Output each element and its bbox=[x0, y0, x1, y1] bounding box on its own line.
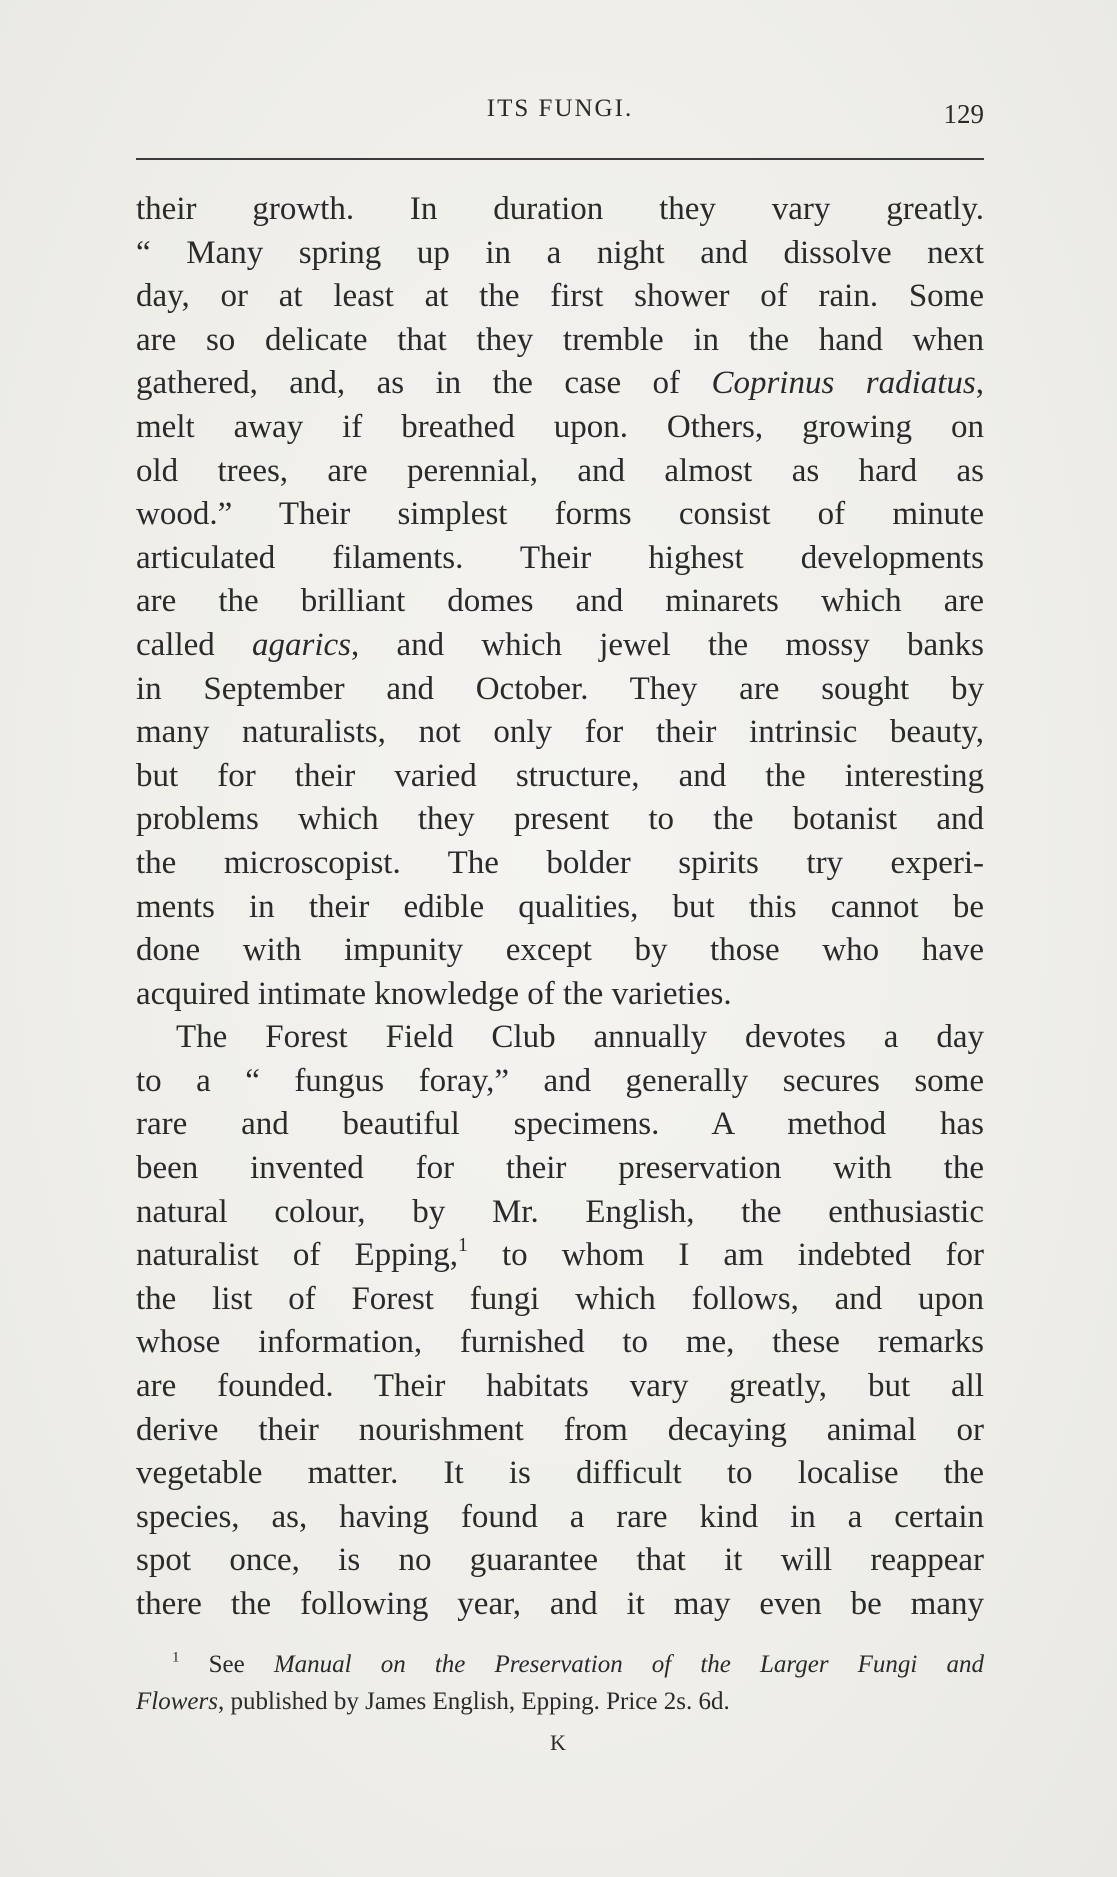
text-line: been invented for their preservation with the bbox=[136, 1150, 984, 1187]
text-line: done with impunity except by those who have bbox=[136, 932, 984, 969]
text-line: in September and October. They are sought by bbox=[136, 670, 984, 707]
text-line: naturalist of Epping,$^1$ to whom I am indebted for bbox=[136, 1234, 984, 1274]
text-line: rare and beautiful specimens. A method has bbox=[136, 1106, 984, 1143]
footnote bbox=[136, 1646, 984, 1720]
species-name: Coprinus radiatus bbox=[711, 365, 976, 402]
footnote-marker: 1 bbox=[172, 1649, 180, 1666]
text-line: spot once, is no guarantee that it will reappear bbox=[136, 1542, 984, 1579]
footnote-line: Flowers, published by James English, Epping. Price 2s. 6d. bbox=[136, 1688, 730, 1715]
footnote-book-title-cont: Flowers bbox=[136, 1688, 218, 1715]
text-line: acquired intimate knowledge of the varieties. bbox=[136, 975, 732, 1012]
body-text bbox=[136, 188, 984, 1627]
text-line: “ Many spring up in a night and dissolve next bbox=[136, 234, 984, 271]
text-line: are founded. Their habitats vary greatly, but all bbox=[136, 1368, 984, 1405]
text-line: are the brilliant domes and minarets which are bbox=[136, 583, 984, 620]
text-line: vegetable matter. It is difficult to localise the bbox=[136, 1455, 984, 1492]
text-line: the list of Forest fungi which follows, and upon bbox=[136, 1280, 984, 1317]
text-line: melt away if breathed upon. Others, growing on bbox=[136, 408, 984, 445]
text-line: the microscopist. The bolder spirits try experi- bbox=[136, 844, 984, 881]
text-line: many naturalists, not only for their intrinsic beauty, bbox=[136, 714, 984, 751]
text-line: articulated filaments. Their highest developments bbox=[136, 539, 984, 576]
footnote-book-title: Manual on the Preservation of the Larger Fungi and bbox=[273, 1651, 984, 1678]
text-line: derive their nourishment from decaying animal or bbox=[136, 1411, 984, 1448]
running-title: ITS FUNGI. bbox=[486, 95, 634, 122]
text-line: ments in their edible qualities, but this cannot be bbox=[136, 888, 984, 925]
italic-term: agarics bbox=[252, 626, 351, 663]
running-head bbox=[136, 95, 984, 135]
text-line: wood.” Their simplest forms consist of minute bbox=[136, 496, 984, 533]
text-line: The Forest Field Club annually devotes a day bbox=[176, 1019, 984, 1056]
text-line: day, or at least at the first shower of rain. Some bbox=[136, 278, 984, 315]
text-line: but for their varied structure, and the interesting bbox=[136, 757, 984, 794]
text-line: are so delicate that they tremble in the hand when bbox=[136, 321, 984, 358]
footnote-line: $^1$ See Manual on the Preservation of the Larger Fungi and bbox=[172, 1649, 984, 1678]
text-line: there the following year, and it may even be many bbox=[136, 1586, 984, 1622]
text-line: called agarics, and which jewel the mossy banks bbox=[136, 626, 984, 663]
text-line: natural colour, by Mr. English, the enthusiastic bbox=[136, 1193, 984, 1230]
text-line: problems which they present to the botanist and bbox=[136, 801, 984, 838]
text-line: to a “ fungus foray,” and generally secures some bbox=[136, 1062, 984, 1099]
page-number: 129 bbox=[943, 99, 984, 129]
text-line: whose information, furnished to me, these remarks bbox=[136, 1324, 984, 1361]
text-line: gathered, and, as in the case of Coprinus radiatus, bbox=[136, 365, 984, 402]
text-line: their growth. In duration they vary greatly. bbox=[136, 191, 984, 227]
signature-mark: K bbox=[550, 1730, 567, 1755]
header-rule bbox=[136, 158, 984, 160]
footnote-reference: 1 bbox=[458, 1234, 468, 1257]
text-line: species, as, having found a rare kind in a certain bbox=[136, 1498, 984, 1535]
text-line: old trees, are perennial, and almost as hard as bbox=[136, 452, 984, 489]
